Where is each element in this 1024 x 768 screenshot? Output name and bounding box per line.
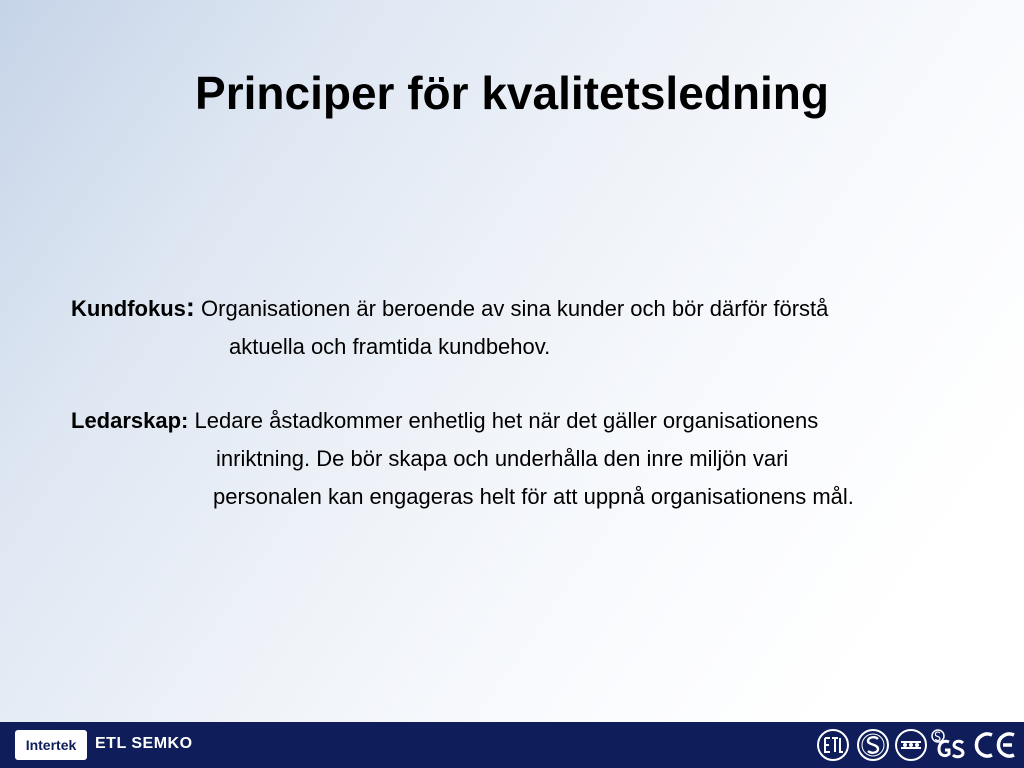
- ce-mark-icon: [972, 728, 1018, 762]
- principle-line: personalen kan engageras helt för att uppnå organisationens mål.: [213, 484, 854, 509]
- emc-mark-icon: [894, 728, 928, 762]
- intertek-logo-text: Intertek: [25, 737, 77, 753]
- principle-ledarskap: [71, 402, 854, 516]
- intertek-logo: [15, 730, 87, 760]
- principle-line: inriktning. De bör skapa och underhålla den inre miljön vari: [216, 446, 789, 471]
- principle-text: Organisationen är beroende av sina kunder och bör därför förstå: [201, 296, 829, 321]
- etl-semko-logo: ETL SEMKO: [95, 735, 193, 752]
- etl-mark-icon: [816, 728, 850, 762]
- principle-colon: :: [185, 292, 195, 322]
- principle-line: aktuella och framtida kundbehov.: [229, 334, 551, 359]
- principle-line: [71, 288, 828, 328]
- principle-term: Ledarskap:: [71, 408, 189, 433]
- principle-line: [71, 402, 854, 440]
- principle-text: Ledare åstadkommer enhetlig het när det gäller organisationens: [194, 408, 819, 433]
- s-mark-icon: [856, 728, 890, 762]
- principle-term: Kundfokus: [71, 296, 186, 321]
- footer-bar: [0, 722, 1024, 768]
- gs-mark-icon: [930, 728, 966, 762]
- principle-kundfokus: [71, 288, 828, 366]
- slide-title: Principer för kvalitetsledning: [195, 67, 829, 119]
